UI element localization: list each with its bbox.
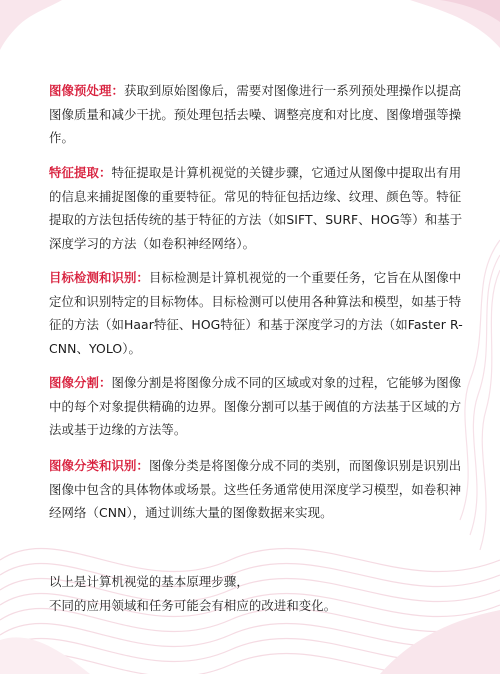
section-image-preprocessing	[49, 79, 464, 150]
section-heading: 图像分割：	[49, 375, 112, 390]
section-body: 目标检测是计算机视觉的一个重要任务，它旨在从图像中定位和识别特定的目标物体。目标检测可以使用各种算法和模型，如基于特征的方法（如Haar特征、HOG特征）和基于深度学习的方法（如Faster R-CNN、YOLO）。	[49, 270, 463, 356]
conclusion-line-2: 不同的应用领域和任务可能会有相应的改进和变化。	[49, 597, 337, 613]
section-body: 图像分类是将图像分成不同的类别，而图像识别是识别出图像中包含的具体物体或场景。这些任务通常使用深度学习模型，如卷积神经网络（CNN），通过训练大量的图像数据来实现。	[49, 458, 462, 521]
section-heading: 目标检测和识别：	[49, 270, 149, 285]
section-object-detection	[49, 266, 464, 360]
section-feature-extraction	[49, 161, 464, 255]
conclusion	[49, 570, 464, 617]
section-image-segmentation	[49, 371, 464, 442]
conclusion-line-1: 以上是计算机视觉的基本原理步骤，	[49, 574, 249, 589]
section-heading: 图像预处理：	[49, 83, 124, 98]
section-body: 获取到原始图像后，需要对图像进行一系列预处理操作以提高图像质量和减少干扰。预处理包括去噪、调整亮度和对比度、图像增强等操作。	[49, 83, 462, 146]
decor-right-waves	[460, 240, 500, 550]
decor-blob-top-left	[0, 0, 62, 50]
section-image-classification	[49, 454, 464, 525]
section-heading: 特征提取：	[49, 165, 112, 180]
section-body: 图像分割是将图像分成不同的区域或对象的过程，它能够为图像中的每个对象提供精确的边界。图像分割可以基于阈值的方法基于区域的方法或基于边缘的方法等。	[49, 375, 462, 438]
section-heading: 图像分类和识别：	[49, 458, 149, 473]
section-body: 特征提取是计算机视觉的关键步骤，它通过从图像中提取出有用的信息来捕捉图像的重要特征。常见的特征包括边缘、纹理、颜色等。特征提取的方法包括传统的基于特征的方法（如SIFT、SURF、HOG等）和基于深度学习的方法（如卷积神经网络）。	[49, 165, 463, 251]
